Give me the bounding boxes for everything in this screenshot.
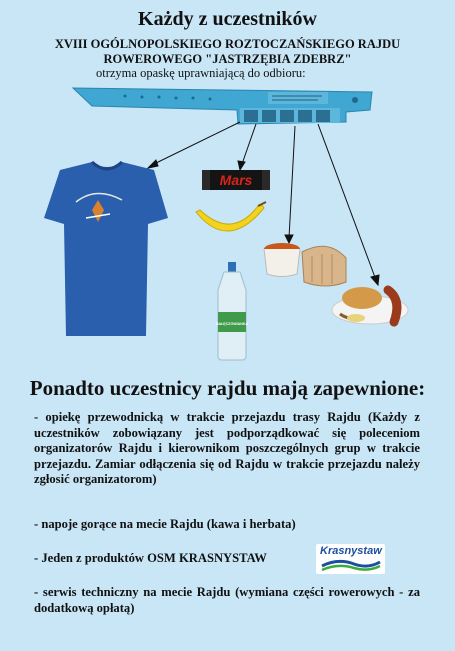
benefit-item: - opiekę przewodnicką w trakcie przejazdu trasy Rajdu (Każdy z uczestników zobowiązany jest podporządkować się poleceniom organizatorów Rajdu i kierownikom poszczególnych grup w trakcie przejazdu. Zamiar odłączenia się od Rajdu w trakcie przejazdu należy zgłosić organizatorom): [34, 410, 420, 487]
candy-bar-label: Mars: [219, 172, 253, 188]
candy-bar-image: [202, 170, 270, 190]
benefit-item: - napoje gorące na mecie Rajdu (kawa i herbata): [34, 517, 296, 531]
benefit-item: - serwis techniczny na mecie Rajdu (wymiana części rowerowych - za dodatkową opłatą): [34, 585, 420, 615]
banana-image: [196, 202, 266, 231]
benefit-item: - Jeden z produktów OSM KRASNYSTAW: [34, 551, 267, 565]
page-title: Każdy z uczestników: [138, 8, 317, 30]
sausage-plate-image: [332, 287, 408, 324]
intro-line: otrzyma opaskę uprawniającą do odbioru:: [96, 66, 306, 80]
event-name-line-1: XVIII OGÓLNOPOLSKIEGO ROZTOCZAŃSKIEGO RAJDU: [54, 37, 401, 51]
soup-and-bread-image: [264, 243, 346, 286]
event-name-line-2: ROWEROWEGO "JASTRZĘBIA ZDEBRZ": [103, 52, 352, 66]
bottle-label: NAŁĘCZOWIANKA: [215, 322, 249, 326]
logo-text: Krasnystaw: [320, 545, 382, 557]
krasnystaw-logo: [316, 544, 385, 574]
wristband-image: [73, 88, 372, 124]
tshirt-image: [44, 162, 168, 336]
section-title: Ponadto uczestnicy rajdu mają zapewnione:: [29, 376, 426, 400]
water-bottle-image: [216, 262, 249, 360]
